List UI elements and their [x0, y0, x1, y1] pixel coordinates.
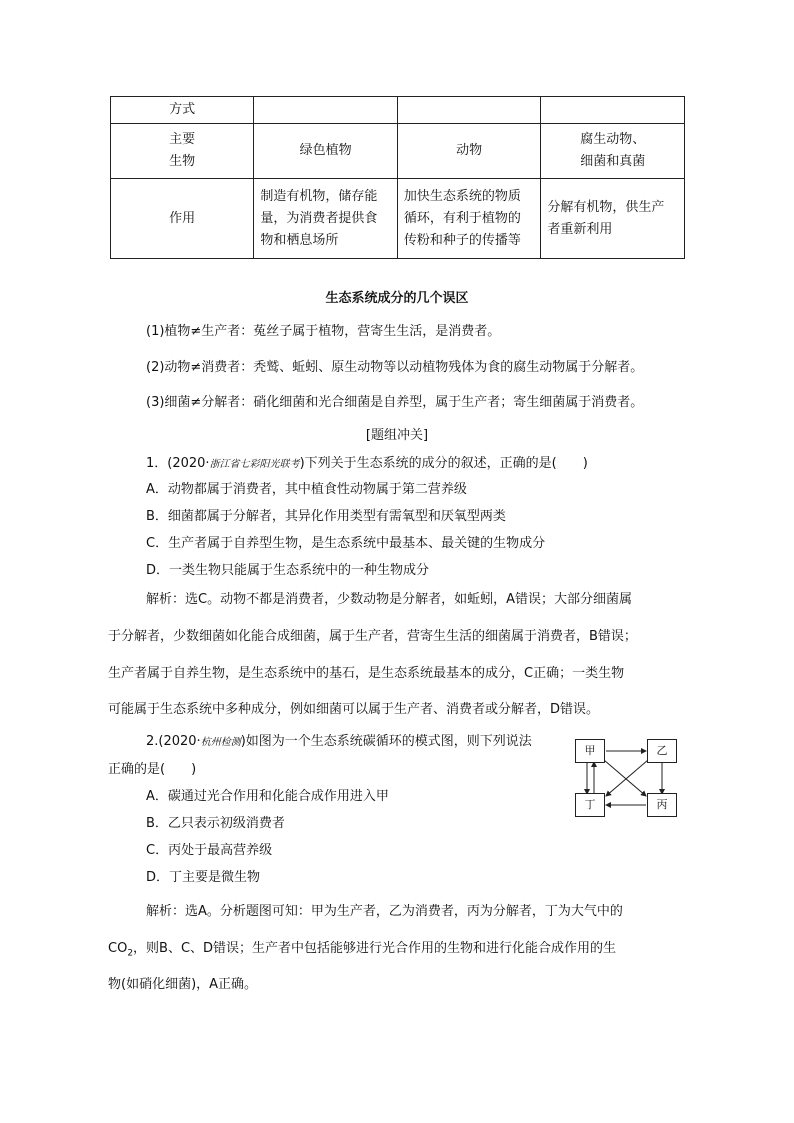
option-d: D．一类生物只能属于生态系统中的一种生物成分: [146, 563, 430, 578]
analysis-line: 于分解者，少数细菌如化能合成细菌，属于生产者，营寄生生活的细菌属于消费者，B错误；: [108, 629, 637, 644]
option-b: B．细菌都属于分解者，其异化作用类型有需氧型和厌氧型两类: [146, 509, 506, 524]
table-cell: [541, 97, 685, 124]
question-1-stem: [146, 452, 588, 471]
misconception-2: (2)动物≠消费者：秃鹫、蚯蚓、原生动物等以动植物残体为食的腐生动物属于分解者。: [146, 360, 644, 375]
option-b: B．乙只表示初级消费者: [146, 816, 285, 831]
table-cell: 绿色植物: [254, 124, 398, 179]
node-jia: 甲: [575, 739, 605, 763]
table-cell: 动物: [397, 124, 541, 179]
option-d: D．丁主要是微生物: [146, 870, 261, 885]
cell-line: 传粉和种子的传播等: [403, 232, 521, 248]
cell-line: 生物: [169, 154, 196, 169]
table-cell: [397, 97, 541, 124]
question-prefix: 2.(2020·: [146, 734, 201, 749]
question-source: 浙江省七彩阳光联考: [209, 459, 300, 470]
cell-line: 量，为消费者提供食: [260, 210, 378, 226]
table-row: [111, 179, 685, 259]
analysis-line: 解析：选C。动物不都是消费者，少数动物是分解者，如蚯蚓，A错误；大部分细菌属: [146, 592, 632, 607]
cell-line: 制造有机物，储存能: [260, 188, 378, 204]
table-row: [111, 124, 685, 179]
node-ding: 丁: [575, 793, 605, 817]
option-c: C．生产者属于自养型生物，是生态系统中最基本、最关键的生物成分: [146, 536, 546, 551]
table-cell: [111, 124, 254, 179]
analysis-line: 物(如硝化细菌)，A正确。: [108, 977, 258, 992]
question-text: )下列关于生态系统的成分的叙述，正确的是( ): [299, 456, 588, 471]
cell-line: 腐生动物、: [580, 132, 646, 147]
cell-line: 循环，有利于植物的: [403, 210, 521, 226]
table-cell: [541, 124, 685, 179]
table-cell: [254, 97, 398, 124]
table-cell: [541, 179, 685, 259]
analysis-text: ，则B、C、D错误；生产者中包括能够进行光合作用的生物和进行化能合成作用的生: [133, 941, 617, 956]
question-2-stem-cont: 正确的是( ): [108, 762, 197, 777]
node-bing: 丙: [647, 793, 677, 817]
node-yi: 乙: [647, 739, 677, 763]
section-title: 生态系统成分的几个误区: [325, 291, 469, 306]
ecosystem-components-table: [110, 96, 685, 259]
table-cell: [397, 179, 541, 259]
option-a: A．动物都属于消费者，其中植食性动物属于第二营养级: [146, 482, 467, 497]
table-cell: [254, 179, 398, 259]
question-text: )如图为一个生态系统碳循环的模式图，则下列说法: [240, 734, 532, 749]
group-title: [题组冲关]: [365, 428, 429, 443]
cell-line: 分解有机物，供生产: [547, 199, 665, 215]
misconception-3: (3)细菌≠分解者：硝化细菌和光合细菌是自养型，属于生产者；寄生细菌属于消费者。: [146, 395, 644, 410]
cell-line: 主要: [169, 132, 196, 147]
cell-line: 物和栖息场所: [260, 232, 339, 248]
table-cell: 方式: [111, 97, 254, 124]
cell-line: 加快生态系统的物质: [403, 188, 521, 204]
question-prefix: 1．(2020·: [146, 456, 210, 471]
option-a: A．碳通过光合作用和化能合成作用进入甲: [146, 789, 389, 804]
analysis-line: [108, 937, 688, 959]
table-cell: 作用: [111, 179, 254, 259]
cell-line: 细菌和真菌: [580, 154, 646, 169]
analysis-line: 解析：选A。分析题图可知：甲为生产者，乙为消费者，丙为分解者，丁为大气中的: [146, 904, 623, 919]
carbon-cycle-diagram: [574, 738, 678, 818]
co2-text: CO: [108, 941, 128, 956]
table-row: [111, 97, 685, 124]
analysis-line: 可能属于生态系统中多种成分，例如细菌可以属于生产者、消费者或分解者，D错误。: [108, 702, 600, 717]
question-source: 杭州检测: [200, 737, 241, 748]
option-c: C．丙处于最高营养级: [146, 843, 273, 858]
cell-line: 者重新利用: [547, 221, 613, 237]
co2-subscript: 2: [127, 948, 134, 959]
misconception-1: (1)植物≠生产者：菟丝子属于植物，营寄生生活，是消费者。: [146, 324, 501, 339]
question-2-stem: [146, 730, 532, 749]
analysis-line: 生产者属于自养生物，是生态系统中的基石，是生态系统最基本的成分，C正确；一类生物: [108, 666, 625, 681]
